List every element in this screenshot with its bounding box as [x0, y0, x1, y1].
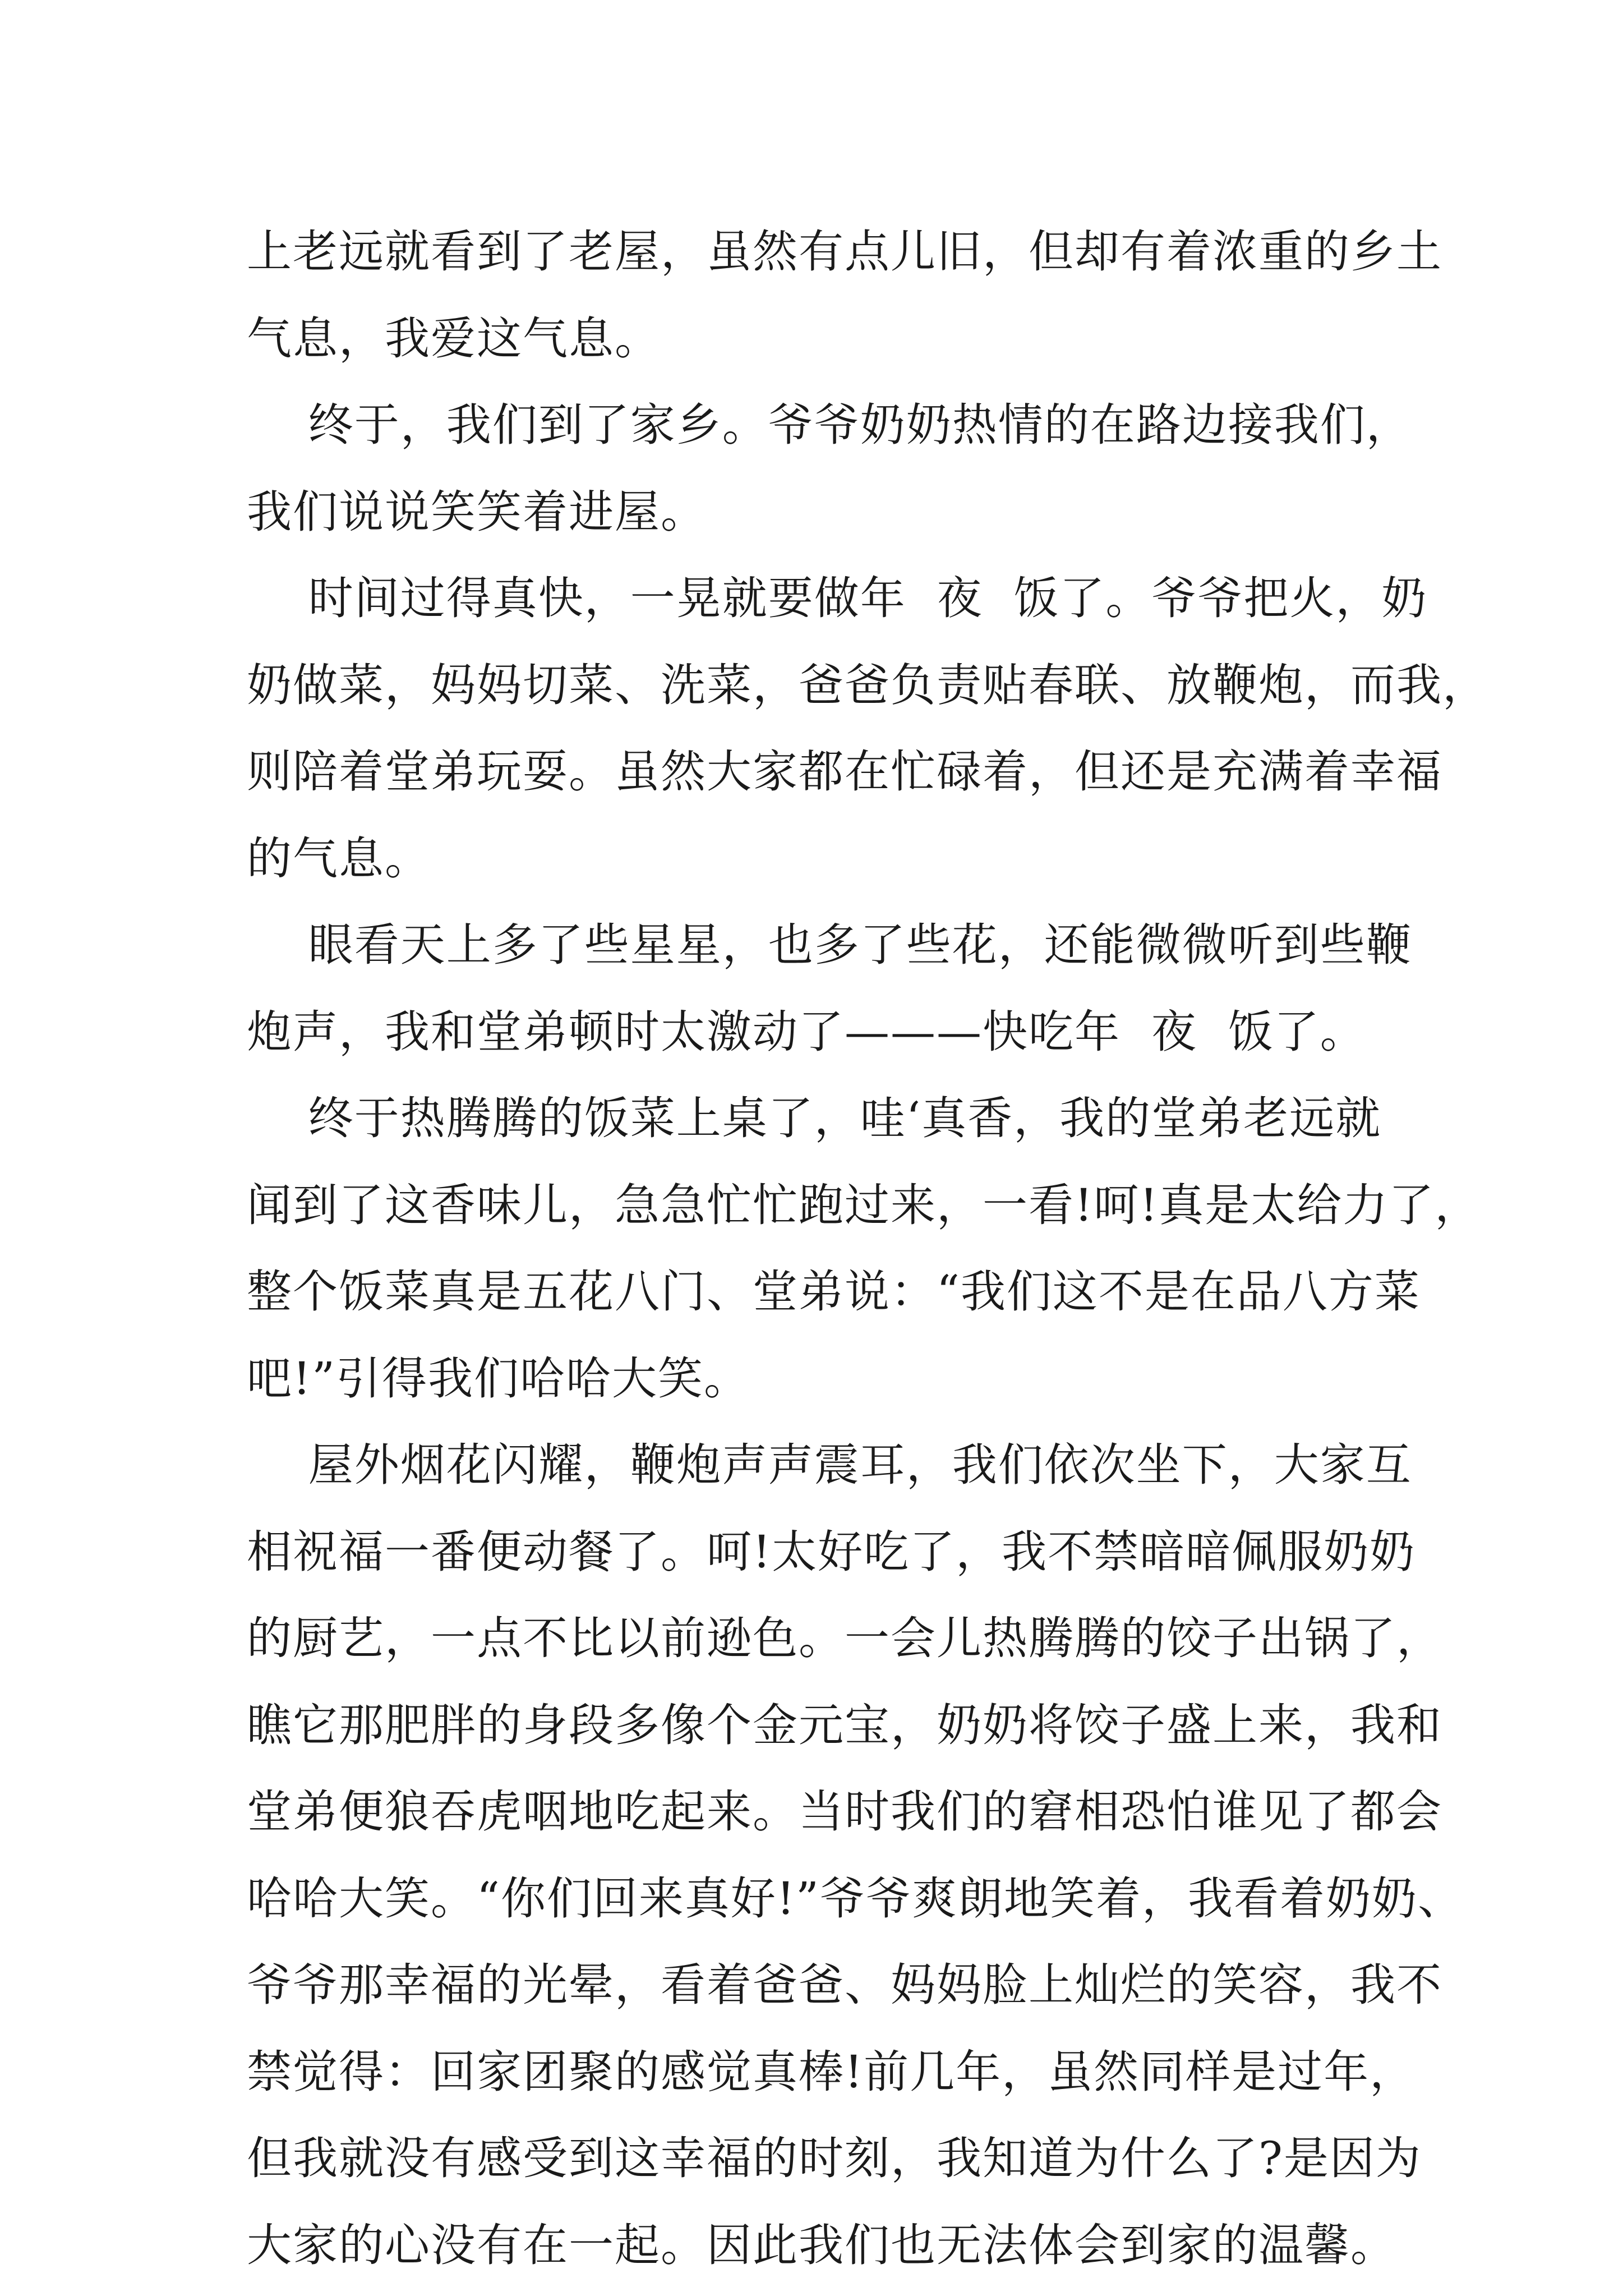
text-line: 我们说说笑笑着进屋。	[247, 485, 707, 538]
text-line: 堂弟便狼吞虎咽地吃起来。当时我们的窘相恐怕谁见了都会	[247, 1786, 1442, 1838]
text-line: 哈哈大笑。“你们回来真好!”爷爷爽朗地笑着，我看着奶奶、	[247, 1872, 1464, 1925]
text-line: 禁觉得：回家团聚的感觉真棒!前几年，虽然同样是过年，	[247, 2045, 1416, 2098]
text-line: 眼看天上多了些星星，也多了些花，还能微微听到些鞭	[247, 919, 1412, 971]
text-line: 爷爷那幸福的光晕，看着爸爸、妈妈脸上灿烂的笑容，我不	[247, 1959, 1442, 2011]
text-line: 上老远就看到了老屋，虽然有点儿旧，但却有着浓重的乡土	[247, 226, 1442, 278]
text-line: 气息，我爱这气息。	[247, 312, 661, 365]
text-line: 时间过得真快，一晃就要做年 夜 饭了。爷爷把火，奶	[247, 572, 1428, 624]
text-line: 的厨艺，一点不比以前逊色。一会儿热腾腾的饺子出锅了，	[247, 1612, 1442, 1664]
text-line: 大家的心没有在一起。因此我们也无法体会到家的温馨。	[247, 2219, 1396, 2271]
text-line: 屋外烟花闪耀，鞭炮声声震耳，我们依次坐下，大家互	[247, 1439, 1412, 1491]
text-line: 相祝福一番便动餐了。呵!太好吃了，我不禁暗暗佩服奶奶	[247, 1525, 1416, 1578]
text-line: 闻到了这香味儿，急急忙忙跑过来，一看!呵!真是太给力了，	[247, 1179, 1481, 1231]
body-text	[247, 209, 1488, 2289]
text-line: 但我就没有感受到这幸福的时刻，我知道为什么了?是因为	[247, 2132, 1422, 2184]
text-line: 吧!”引得我们哈哈大笑。	[247, 1352, 750, 1405]
text-line: 则陪着堂弟玩耍。虽然大家都在忙碌着，但还是充满着幸福	[247, 746, 1442, 798]
text-line: 整个饭菜真是五花八门、堂弟说：“我们这不是在品八方菜	[247, 1266, 1421, 1318]
text-line: 终于，我们到了家乡。爷爷奶奶热情的在路边接我们，	[247, 399, 1412, 451]
text-line: 瞧它那肥胖的身段多像个金元宝，奶奶将饺子盛上来，我和	[247, 1699, 1442, 1751]
text-line: 炮声，我和堂弟顿时太激动了———快吃年 夜 饭了。	[247, 1005, 1366, 1058]
text-line: 的气息。	[247, 832, 431, 885]
text-line: 终于热腾腾的饭菜上桌了，哇‘真香，我的堂弟老远就	[247, 1092, 1382, 1144]
text-line: 奶做菜，妈妈切菜、洗菜，爸爸负责贴春联、放鞭炮，而我，	[247, 659, 1488, 711]
